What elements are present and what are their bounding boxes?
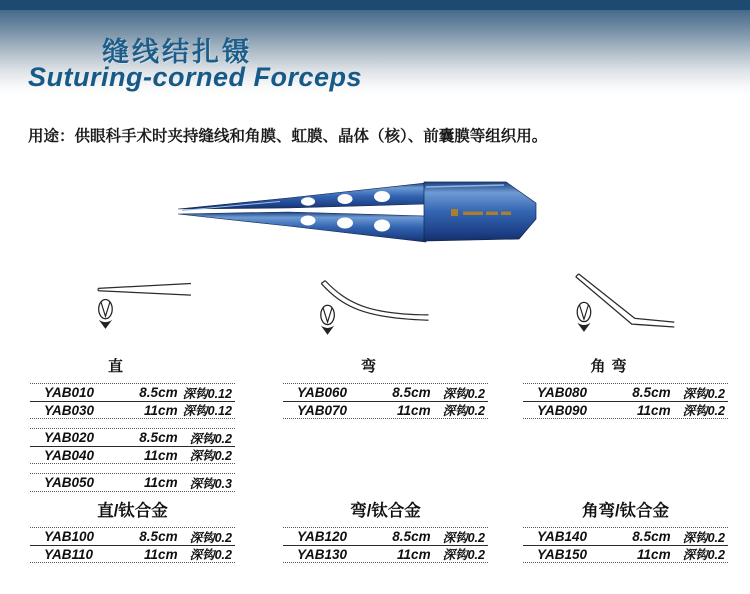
page-title-chinese: 缝线结扎镊: [102, 37, 252, 67]
product-spec: 深钩0.2: [189, 449, 232, 463]
product-spec: 深钩0.2: [442, 530, 485, 545]
product-code: YAB030: [44, 402, 95, 418]
table-row: [30, 384, 235, 401]
table-row: [283, 545, 488, 562]
table-row: [523, 401, 728, 418]
product-code: YAB070: [297, 402, 348, 418]
product-code: YAB120: [297, 529, 348, 544]
product-spec: 深钩0.2: [189, 431, 232, 446]
product-spec: 深钩0.2: [442, 386, 485, 401]
product-length: 11cm: [397, 402, 431, 418]
clamp-arrow-icon: [577, 302, 591, 331]
spec-table: [523, 383, 728, 419]
spec-table: [283, 527, 488, 563]
spec-table: [30, 527, 235, 563]
table-row: [30, 545, 235, 562]
titanium-column-angled: [523, 497, 728, 563]
header-top-bar: [0, 0, 750, 10]
table-row: [30, 528, 235, 545]
product-spec: 深钩0.2: [189, 548, 232, 562]
tip-drawing-curved: [283, 270, 488, 355]
usage-description: 用途：供眼科手术时夹持缝线和角膜、虹膜、晶体（核）、前囊膜等组织用。: [28, 128, 548, 145]
product-code: YAB050: [44, 475, 95, 490]
product-length: 8.5cm: [392, 385, 431, 400]
forceps-hole: [301, 197, 315, 205]
table-row: [523, 384, 728, 401]
product-code: YAB020: [44, 430, 95, 445]
tip-drawing-straight: [30, 270, 235, 355]
table-row: [283, 401, 488, 418]
table-row: [283, 384, 488, 401]
product-length: 11cm: [397, 546, 431, 562]
product-spec: 深钩0.2: [682, 548, 725, 562]
tip-drawing-angled: [523, 270, 728, 355]
product-length: 8.5cm: [139, 430, 178, 445]
product-code: YAB080: [537, 385, 588, 400]
product-spec: 深钩0.12: [182, 404, 232, 418]
product-code: YAB150: [537, 546, 588, 562]
titanium-title-curved: 弯/钛合金: [350, 502, 421, 520]
product-spec: 深钩0.2: [442, 404, 485, 418]
product-code: YAB010: [44, 385, 95, 400]
page-title-english: Suturing-corned Forceps: [28, 62, 363, 92]
product-spec: 深钩0.12: [182, 386, 232, 401]
table-row: [523, 545, 728, 562]
product-code: YAB100: [44, 529, 95, 544]
titanium-title-straight: 直/钛合金: [97, 502, 168, 520]
table-row: [30, 429, 235, 446]
catalog-column-curved: [283, 270, 488, 419]
product-spec: 深钩0.2: [682, 386, 725, 401]
product-length: 8.5cm: [632, 529, 671, 544]
product-spec: 深钩0.2: [189, 530, 232, 545]
tip-label-angled: 角弯: [590, 358, 633, 375]
product-length: 11cm: [144, 475, 178, 490]
product-length: 8.5cm: [139, 385, 178, 400]
product-code: YAB090: [537, 402, 588, 418]
product-length: 8.5cm: [632, 385, 671, 400]
product-spec: 深钩0.2: [682, 530, 725, 545]
forceps-hole: [337, 218, 353, 229]
spec-table: [283, 383, 488, 419]
catalog-column-straight: [30, 270, 235, 492]
spec-table: [30, 428, 235, 464]
clamp-arrow-icon: [99, 299, 113, 328]
table-row: [283, 528, 488, 545]
forceps-hole: [301, 216, 316, 226]
table-row: [30, 446, 235, 463]
product-length: 8.5cm: [392, 529, 431, 544]
table-row: [30, 474, 235, 491]
product-length: 11cm: [144, 447, 178, 463]
product-code: YAB040: [44, 447, 95, 463]
product-spec: 深钩0.3: [189, 476, 232, 491]
product-length: 11cm: [637, 402, 671, 418]
product-code: YAB110: [44, 546, 94, 562]
spec-table: [30, 383, 235, 419]
product-photo-forceps: [168, 170, 548, 260]
table-row: [523, 528, 728, 545]
spec-table: [523, 527, 728, 563]
catalog-column-angled: [523, 270, 728, 419]
titanium-column-straight: [30, 497, 235, 563]
titanium-title-angled: 角弯/钛合金: [581, 502, 670, 520]
product-length: 11cm: [144, 402, 178, 418]
forceps-hole: [374, 220, 390, 232]
product-code: YAB140: [537, 529, 588, 544]
table-row: [30, 401, 235, 418]
forceps-hole: [374, 191, 390, 202]
titanium-column-curved: [283, 497, 488, 563]
product-spec: 深钩0.2: [442, 548, 485, 562]
tip-label-straight: 直: [107, 358, 129, 375]
product-spec: 深钩0.2: [682, 404, 725, 418]
product-length: 11cm: [144, 546, 178, 562]
product-length: 8.5cm: [139, 529, 178, 544]
product-length: 11cm: [637, 546, 671, 562]
clamp-arrow-icon: [321, 305, 335, 334]
forceps-hole: [338, 194, 353, 204]
tip-label-curved: 弯: [360, 358, 382, 375]
product-code: YAB060: [297, 385, 348, 400]
spec-table: [30, 473, 235, 492]
product-code: YAB130: [297, 546, 348, 562]
forceps-illustration: [168, 170, 548, 260]
